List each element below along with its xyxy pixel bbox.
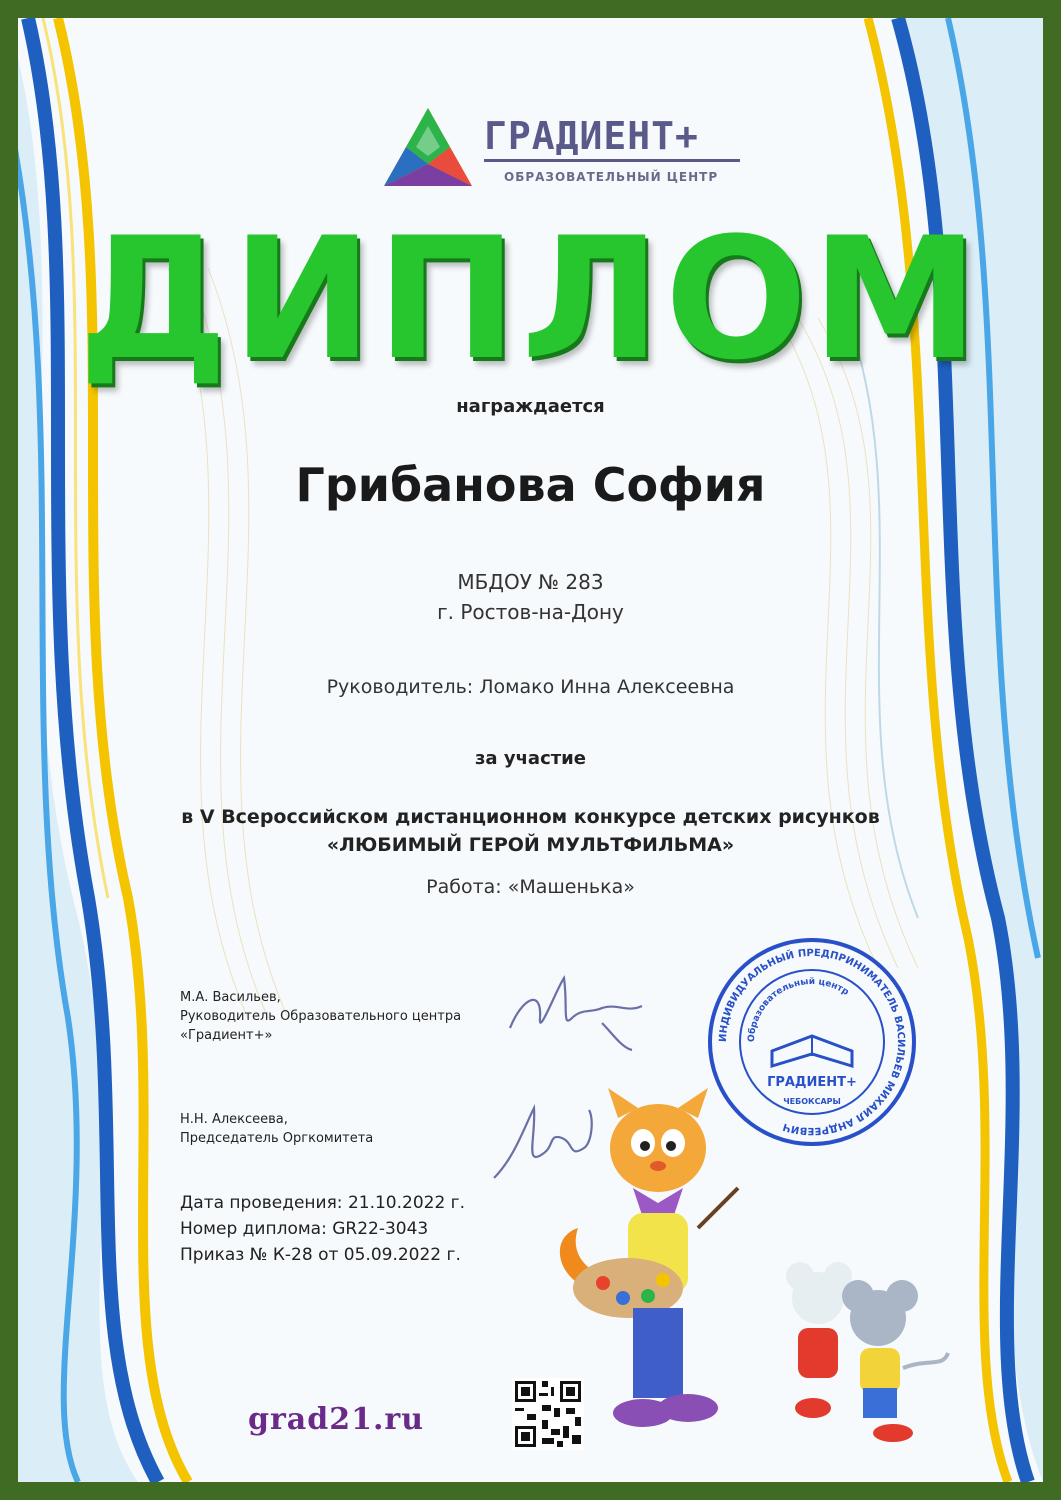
signature-first-icon <box>502 968 662 1058</box>
mice-illustration-icon <box>778 1258 958 1448</box>
diploma-frame <box>18 18 1043 1482</box>
signatory-first-org: «Градиент+» <box>180 1028 273 1043</box>
work-title: Работа: «Машенька» <box>426 876 635 898</box>
qr-code-icon <box>512 1378 584 1450</box>
svg-text:ГРАДИЕНТ+: ГРАДИЕНТ+ <box>767 1075 857 1090</box>
recipient-name: Грибанова София <box>295 458 766 512</box>
event-date: Дата проведения: 21.10.2022 г. <box>180 1193 466 1213</box>
signatory-first-name: М.А. Васильев, <box>180 990 281 1005</box>
gradient-logo-icon <box>382 106 474 188</box>
order-number: Приказ № К-28 от 05.09.2022 г. <box>180 1245 461 1265</box>
svg-text:Образовательный центр: Образовательный центр <box>746 976 851 1043</box>
signatory-second-name: Н.Н. Алексеева, <box>180 1112 288 1127</box>
organization: МБДОУ № 283 <box>457 570 604 594</box>
contest-line-1: в V Всероссийском дистанционном конкурсе детских рисунков <box>181 806 880 828</box>
contest-line-2: «ЛЮБИМЫЙ ГЕРОЙ МУЛЬТФИЛЬМА» <box>326 834 735 856</box>
city: г. Ростов-на-Дону <box>437 600 624 624</box>
diploma-number: Номер диплома: GR22-3043 <box>180 1219 429 1239</box>
logo-underline <box>484 159 740 162</box>
svg-text:ИНДИВИДУАЛЬНЫЙ ПРЕДПРИНИМАТЕЛЬ: ИНДИВИДУАЛЬНЫЙ ПРЕДПРИНИМАТЕЛЬ ВАСИЛЬЕВ МИХАИЛ АНДРЕЕВИЧ <box>717 947 907 1137</box>
signatory-second-role: Председатель Оргкомитета <box>180 1131 374 1146</box>
signatory-first-role: Руководитель Образовательного центра <box>180 1009 462 1024</box>
signatory-second <box>180 1110 373 1148</box>
participation-label: за участие <box>474 748 587 769</box>
awarded-label: награждается <box>456 396 605 417</box>
signatory-first <box>180 988 461 1045</box>
logo-subtitle: ОБРАЗОВАТЕЛЬНЫЙ ЦЕНТР <box>504 170 719 184</box>
cat-painter-illustration-icon <box>548 1088 808 1458</box>
logo-title: ГРАДИЕНТ+ <box>484 114 699 158</box>
diploma-details <box>180 1190 465 1268</box>
svg-text:ЧЕБОКСАРЫ: ЧЕБОКСАРЫ <box>783 1097 841 1106</box>
website-link[interactable]: grad21.ru <box>248 1402 425 1437</box>
supervisor: Руководитель: Ломако Инна Алексеевна <box>326 676 735 698</box>
diploma-title: ДИПЛОМ <box>78 201 983 397</box>
